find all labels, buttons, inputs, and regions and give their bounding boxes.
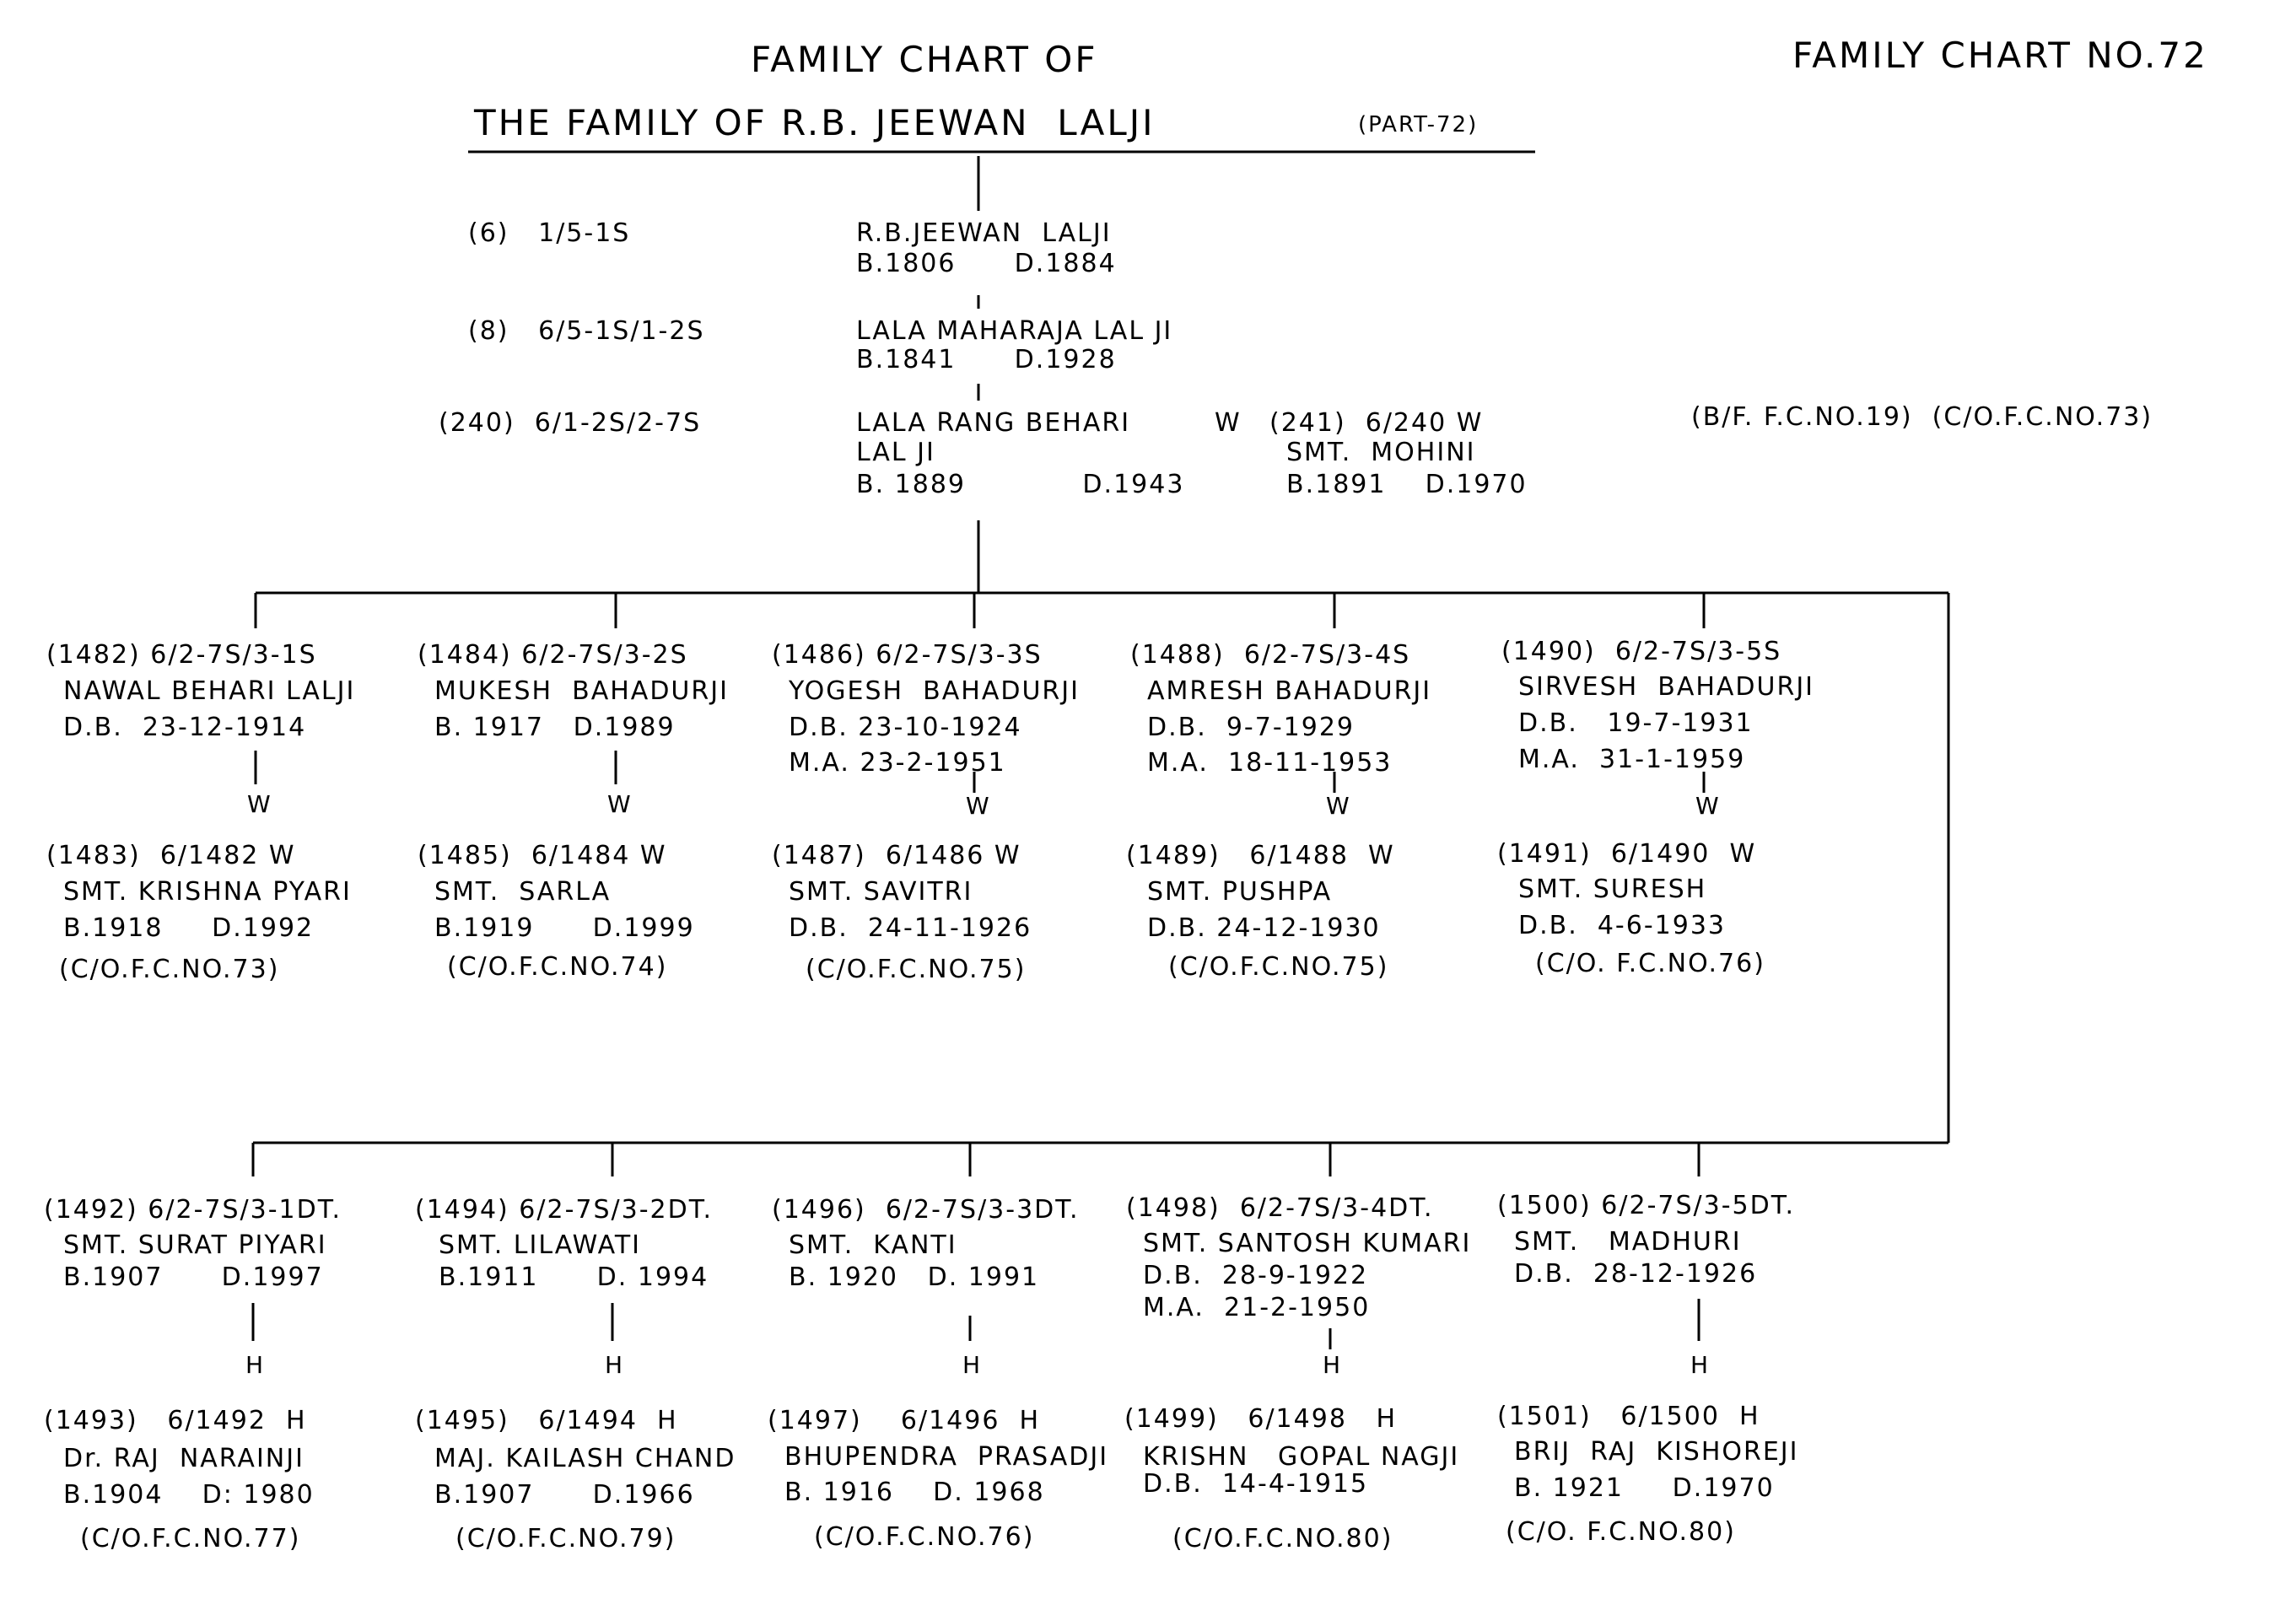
cross-references: (B/F. F.C.NO.19) (C/O.F.C.NO.73)	[1691, 402, 2153, 432]
person-name: MUKESH BAHADURJI	[434, 676, 729, 706]
husband-marker: H	[962, 1351, 981, 1379]
chart-reference: (C/O.F.C.NO.80)	[1172, 1524, 1393, 1553]
person-dates: D.B. 19-7-1931	[1518, 708, 1754, 738]
person-marriage: M.A. 23-2-1951	[789, 748, 1006, 778]
spouse-dates: B.1904 D: 1980	[63, 1480, 315, 1510]
person-name: YOGESH BAHADURJI	[789, 676, 1080, 706]
person-name: SMT. LILAWATI	[439, 1230, 641, 1260]
person-code: (1496) 6/2-7S/3-3DT.	[772, 1195, 1080, 1225]
spouse-dates: B.1891 D.1970	[1286, 470, 1528, 499]
person-dates: B.1841 D.1928	[856, 345, 1117, 374]
spouse-name: BHUPENDRA PRASADJI	[784, 1442, 1109, 1472]
person-code: (1494) 6/2-7S/3-2DT.	[415, 1195, 714, 1225]
person-name: NAWAL BEHARI LALJI	[63, 676, 356, 706]
person-code: (1492) 6/2-7S/3-1DT.	[44, 1195, 342, 1225]
spouse-dates: B. 1916 D. 1968	[784, 1478, 1045, 1507]
wife-marker: W	[1326, 792, 1350, 820]
chart-title: FAMILY CHART OF	[751, 39, 1098, 80]
person-dates: D.B. 28-12-1926	[1514, 1259, 1758, 1289]
wife-marker: W	[1695, 792, 1719, 820]
spouse-code: (1499) 6/1498 H	[1124, 1404, 1398, 1434]
person-code: (1484) 6/2-7S/3-2S	[418, 640, 688, 670]
spouse-name: SMT. SARLA	[434, 877, 612, 907]
person-code: (1500) 6/2-7S/3-5DT.	[1497, 1191, 1796, 1220]
person-marriage: M.A. 21-2-1950	[1143, 1293, 1371, 1322]
person-dates: B. 1889 D.1943	[856, 470, 1185, 499]
spouse-code: (1485) 6/1484 W	[418, 841, 667, 870]
spouse-code: (241) 6/240 W	[1269, 408, 1484, 438]
person-name: SMT. SURAT PIYARI	[63, 1230, 327, 1260]
person-code: (1482) 6/2-7S/3-1S	[46, 640, 317, 670]
person-code: (8) 6/5-1S/1-2S	[468, 316, 705, 346]
spouse-dates: D.B. 14-4-1915	[1143, 1469, 1369, 1499]
wife-marker: W	[1215, 408, 1242, 438]
spouse-code: (1489) 6/1488 W	[1126, 841, 1395, 870]
chart-subtitle: THE FAMILY OF R.B. JEEWAN LALJI	[474, 102, 1156, 143]
person-name: AMRESH BAHADURJI	[1147, 676, 1432, 706]
person-dates: B.1806 D.1884	[856, 249, 1117, 278]
person-dates: B.1907 D.1997	[63, 1263, 324, 1292]
husband-marker: H	[605, 1351, 623, 1379]
spouse-dates: D.B. 4-6-1933	[1518, 911, 1726, 940]
person-name: R.B.JEEWAN LALJI	[856, 218, 1112, 248]
spouse-dates: B. 1921 D.1970	[1514, 1473, 1775, 1503]
chart-reference: (C/O.F.C.NO.77)	[80, 1524, 301, 1553]
spouse-dates: D.B. 24-11-1926	[789, 913, 1032, 943]
spouse-name: SMT. KRISHNA PYARI	[63, 877, 352, 907]
spouse-code: (1497) 6/1496 H	[768, 1406, 1041, 1435]
chart-reference: (C/O.F.C.NO.75)	[1168, 952, 1389, 982]
spouse-dates: D.B. 24-12-1930	[1147, 913, 1381, 943]
person-code: (240) 6/1-2S/2-7S	[439, 408, 702, 438]
spouse-code: (1491) 6/1490 W	[1497, 839, 1757, 869]
chart-reference: (C/O.F.C.NO.79)	[455, 1524, 676, 1553]
chart-reference: (C/O. F.C.NO.76)	[1535, 949, 1765, 978]
person-dates: B.1911 D. 1994	[439, 1263, 709, 1292]
person-name: SMT. KANTI	[789, 1230, 957, 1260]
chart-reference: (C/O.F.C.NO.75)	[806, 955, 1027, 984]
spouse-name: MAJ. KAILASH CHAND	[434, 1444, 736, 1473]
spouse-dates: B.1907 D.1966	[434, 1480, 695, 1510]
person-dates: D.B. 9-7-1929	[1147, 713, 1355, 742]
spouse-code: (1483) 6/1482 W	[46, 841, 296, 870]
chart-reference: (C/O.F.C.NO.76)	[814, 1522, 1035, 1552]
spouse-code: (1493) 6/1492 H	[44, 1406, 307, 1435]
spouse-name: SMT. MOHINI	[1286, 438, 1476, 467]
person-dates: D.B. 28-9-1922	[1143, 1261, 1369, 1290]
spouse-dates: B.1919 D.1999	[434, 913, 695, 943]
person-dates: B. 1920 D. 1991	[789, 1263, 1040, 1292]
spouse-name: Dr. RAJ NARAINJI	[63, 1444, 305, 1473]
chart-number: FAMILY CHART NO.72	[1792, 35, 2208, 76]
person-dates: D.B. 23-12-1914	[63, 713, 307, 742]
spouse-name: SMT. PUSHPA	[1147, 877, 1333, 907]
husband-marker: H	[1323, 1351, 1341, 1379]
spouse-dates: B.1918 D.1992	[63, 913, 315, 943]
person-code: (1486) 6/2-7S/3-3S	[772, 640, 1043, 670]
person-dates: B. 1917 D.1989	[434, 713, 676, 742]
person-name: SMT. SANTOSH KUMARI	[1143, 1229, 1472, 1258]
person-name: SIRVESH BAHADURJI	[1518, 672, 1815, 702]
person-code: (1490) 6/2-7S/3-5S	[1501, 637, 1782, 666]
person-code: (1498) 6/2-7S/3-4DT.	[1126, 1193, 1434, 1223]
spouse-name: SMT. SAVITRI	[789, 877, 973, 907]
person-marriage: M.A. 31-1-1959	[1518, 745, 1746, 774]
person-dates: D.B. 23-10-1924	[789, 713, 1022, 742]
wife-marker: W	[607, 790, 631, 818]
spouse-name: BRIJ RAJ KISHOREJI	[1514, 1437, 1799, 1467]
person-name: LALA RANG BEHARI	[856, 408, 1131, 438]
person-marriage: M.A. 18-11-1953	[1147, 748, 1393, 778]
spouse-code: (1495) 6/1494 H	[415, 1406, 678, 1435]
husband-marker: H	[245, 1351, 264, 1379]
wife-marker: W	[247, 790, 271, 818]
part-label: (PART-72)	[1358, 112, 1479, 137]
person-name: SMT. MADHURI	[1514, 1227, 1742, 1257]
wife-marker: W	[966, 792, 989, 820]
person-name: LALA MAHARAJA LAL JI	[856, 316, 1173, 346]
chart-reference: (C/O.F.C.NO.74)	[447, 952, 668, 982]
spouse-name: KRISHN GOPAL NAGJI	[1143, 1442, 1460, 1472]
person-code: (6) 1/5-1S	[468, 218, 631, 248]
spouse-name: SMT. SURESH	[1518, 875, 1707, 904]
person-name-cont: LAL JI	[856, 438, 935, 467]
spouse-code: (1501) 6/1500 H	[1497, 1402, 1760, 1431]
spouse-code: (1487) 6/1486 W	[772, 841, 1021, 870]
chart-reference: (C/O.F.C.NO.73)	[59, 955, 280, 984]
person-code: (1488) 6/2-7S/3-4S	[1130, 640, 1411, 670]
chart-reference: (C/O. F.C.NO.80)	[1506, 1517, 1736, 1547]
husband-marker: H	[1690, 1351, 1709, 1379]
